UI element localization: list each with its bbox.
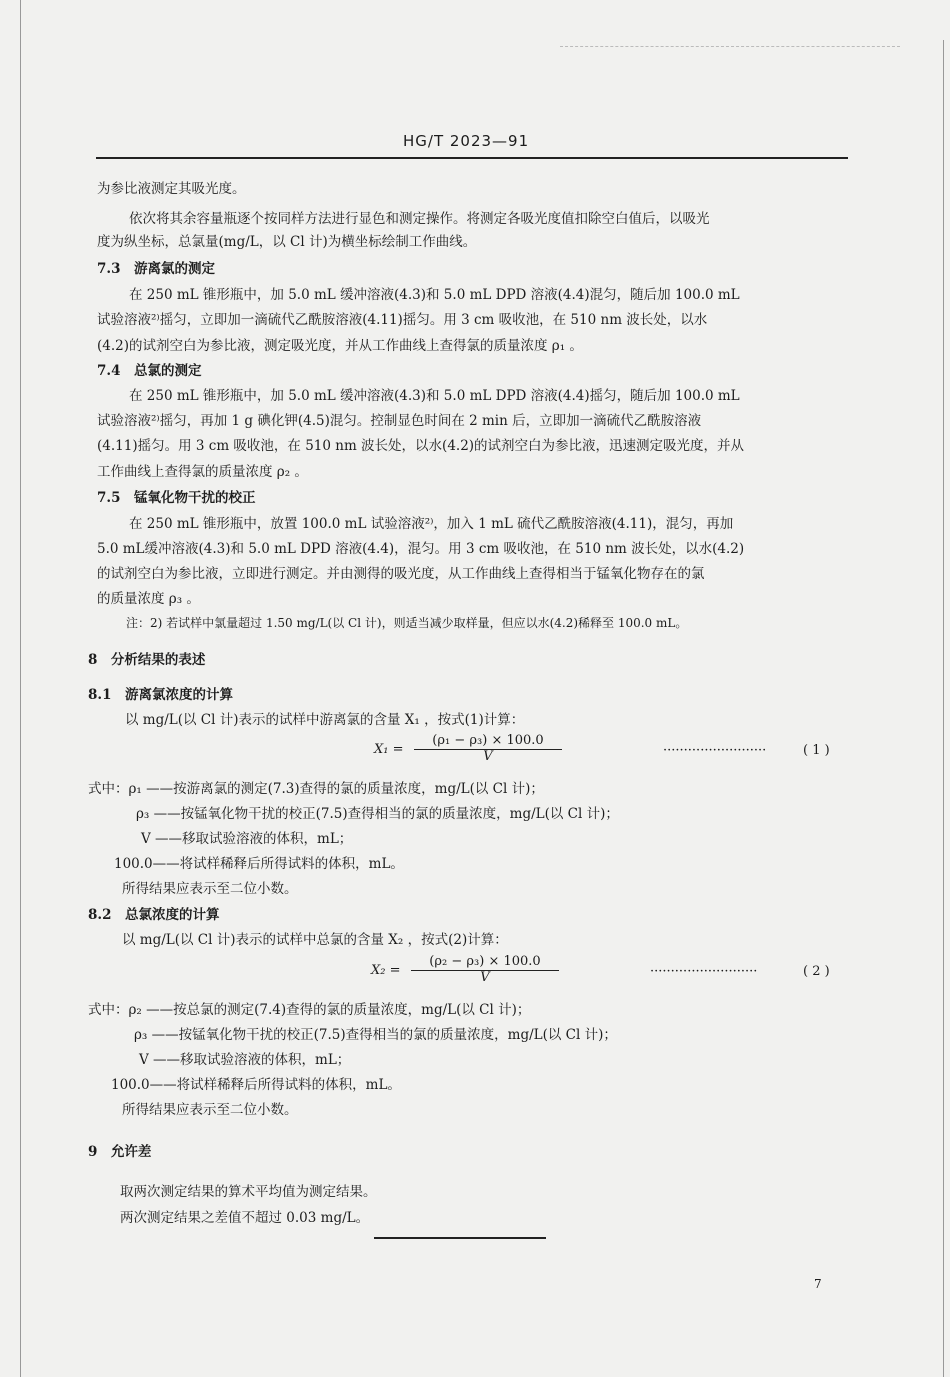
paragraph-line: 在 250 mL 锥形瓶中，放置 100.0 mL 试验溶液²⁾，加入 1 mL 硫代乙酰胺溶液(4.11)，混匀，再加: [129, 516, 734, 532]
where-line: V ——移取试验溶液的体积，mL；: [139, 1052, 351, 1068]
where-line: ρ₃ ——按锰氧化物干扰的校正(7.5)查得相当的氯的质量浓度，mg/L(以 Cl 计)；: [134, 1027, 617, 1043]
section-heading-7-4: 7.4 总氯的测定: [97, 363, 202, 379]
paragraph-line: 所得结果应表示至二位小数。: [122, 1102, 298, 1118]
equation-1-denominator: V: [483, 749, 493, 764]
end-rule: [374, 1237, 546, 1239]
equation-2-number: ( 2 ): [803, 964, 830, 979]
paragraph-line: 的试剂空白为参比液，立即进行测定。并由测得的吸光度，从工作曲线上查得相当于锰氧化物存在的氯: [97, 566, 705, 582]
section-heading-7-5: 7.5 锰氧化物干扰的校正: [97, 490, 256, 506]
header-standard-number: HG/T 2023—91: [403, 132, 530, 150]
equation-2-lhs: X₂ =: [371, 963, 401, 978]
equation-1-fraction: [414, 733, 562, 763]
paragraph-line: 取两次测定结果的算术平均值为测定结果。: [120, 1184, 377, 1200]
paragraph-line: 工作曲线上查得氯的质量浓度 ρ₂ 。: [97, 464, 308, 480]
where-line: 式中：ρ₁ ——按游离氯的测定(7.3)查得的氯的质量浓度，mg/L(以 Cl 计)；: [88, 781, 544, 797]
where-line: ρ₃ ——按锰氧化物干扰的校正(7.5)查得相当的氯的质量浓度，mg/L(以 Cl 计)；: [136, 806, 619, 822]
equation-1-lhs: X₁ =: [374, 742, 404, 757]
equation-2-denominator: V: [480, 970, 490, 985]
where-line: 式中：ρ₂ ——按总氯的测定(7.4)查得的氯的质量浓度，mg/L(以 Cl 计)；: [88, 1002, 531, 1018]
section-heading-8: 8 分析结果的表述: [88, 652, 206, 668]
paragraph-line: 两次测定结果之差值不超过 0.03 mg/L。: [120, 1210, 370, 1226]
footnote-2: 注：2) 若试样中氯量超过 1.50 mg/L(以 Cl 计)，则适当减少取样量，但应以水(4.2)稀释至 100.0 mL。: [126, 616, 688, 630]
equation-1-leader-dots: ·························: [663, 743, 767, 758]
where-line: V ——移取试验溶液的体积，mL；: [141, 831, 353, 847]
equation-2-numerator: (ρ₂ − ρ₃) × 100.0: [411, 954, 559, 971]
paragraph-line: 在 250 mL 锥形瓶中，加 5.0 mL 缓冲溶液(4.3)和 5.0 mL DPD 溶液(4.4)混匀，随后加 100.0 mL: [129, 287, 740, 303]
right-margin-line: [943, 40, 944, 1377]
page-number: 7: [814, 1277, 822, 1291]
paragraph-line: (4.2)的试剂空白为参比液，测定吸光度，并从工作曲线上查得氯的质量浓度 ρ₁ 。: [97, 338, 583, 354]
equation-1-number: ( 1 ): [803, 743, 830, 758]
paragraph-line: 试验溶液²⁾摇匀，立即加一滴硫代乙酰胺溶液(4.11)摇匀。用 3 cm 吸收池，在 510 nm 波长处，以水: [97, 312, 708, 328]
left-margin-line: [20, 0, 21, 1377]
equation-2-leader-dots: ··························: [650, 964, 758, 979]
section-heading-7-3: 7.3 游离氯的测定: [97, 261, 215, 277]
paragraph-line: 试验溶液²⁾摇匀，再加 1 g 碘化钾(4.5)混匀。控制显色时间在 2 min 后，立即加一滴硫代乙酰胺溶液: [97, 413, 702, 429]
paragraph-line: 在 250 mL 锥形瓶中，加 5.0 mL 缓冲溶液(4.3)和 5.0 mL DPD 溶液(4.4)摇匀，随后加 100.0 mL: [129, 388, 740, 404]
paragraph-line: 以 mg/L(以 Cl 计)表示的试样中总氯的含量 X₂ ，按式(2)计算：: [122, 932, 508, 948]
scan-artifact-dashes: [560, 46, 900, 47]
paragraph-line: 度为纵坐标，总氯量(mg/L，以 Cl 计)为横坐标绘制工作曲线。: [97, 234, 477, 250]
equation-2-fraction: [411, 954, 559, 984]
header-rule: [96, 157, 848, 159]
paragraph-line: (4.11)摇匀。用 3 cm 吸收池，在 510 nm 波长处，以水(4.2)的试剂空白为参比液，迅速测定吸光度，并从: [97, 438, 745, 454]
section-heading-9: 9 允许差: [88, 1144, 152, 1160]
equation-1-numerator: (ρ₁ − ρ₃) × 100.0: [414, 733, 562, 750]
paragraph-line: 依次将其余容量瓶逐个按同样方法进行显色和测定操作。将测定各吸光度值扣除空白值后，以吸光: [129, 211, 710, 227]
paragraph-line: 为参比液测定其吸光度。: [97, 181, 246, 197]
paragraph-line: 5.0 mL缓冲溶液(4.3)和 5.0 mL DPD 溶液(4.4)，混匀。用 3 cm 吸收池，在 510 nm 波长处，以水(4.2): [97, 541, 745, 557]
section-heading-8-1: 8.1 游离氯浓度的计算: [88, 687, 233, 703]
where-line: 100.0——将试样稀释后所得试料的体积，mL。: [111, 1077, 401, 1093]
paragraph-line: 所得结果应表示至二位小数。: [122, 881, 298, 897]
paragraph-line: 以 mg/L(以 Cl 计)表示的试样中游离氯的含量 X₁ ，按式(1)计算：: [125, 712, 525, 728]
paragraph-line: 的质量浓度 ρ₃ 。: [97, 591, 200, 607]
section-heading-8-2: 8.2 总氯浓度的计算: [88, 907, 220, 923]
where-line: 100.0——将试样稀释后所得试料的体积，mL。: [114, 856, 404, 872]
